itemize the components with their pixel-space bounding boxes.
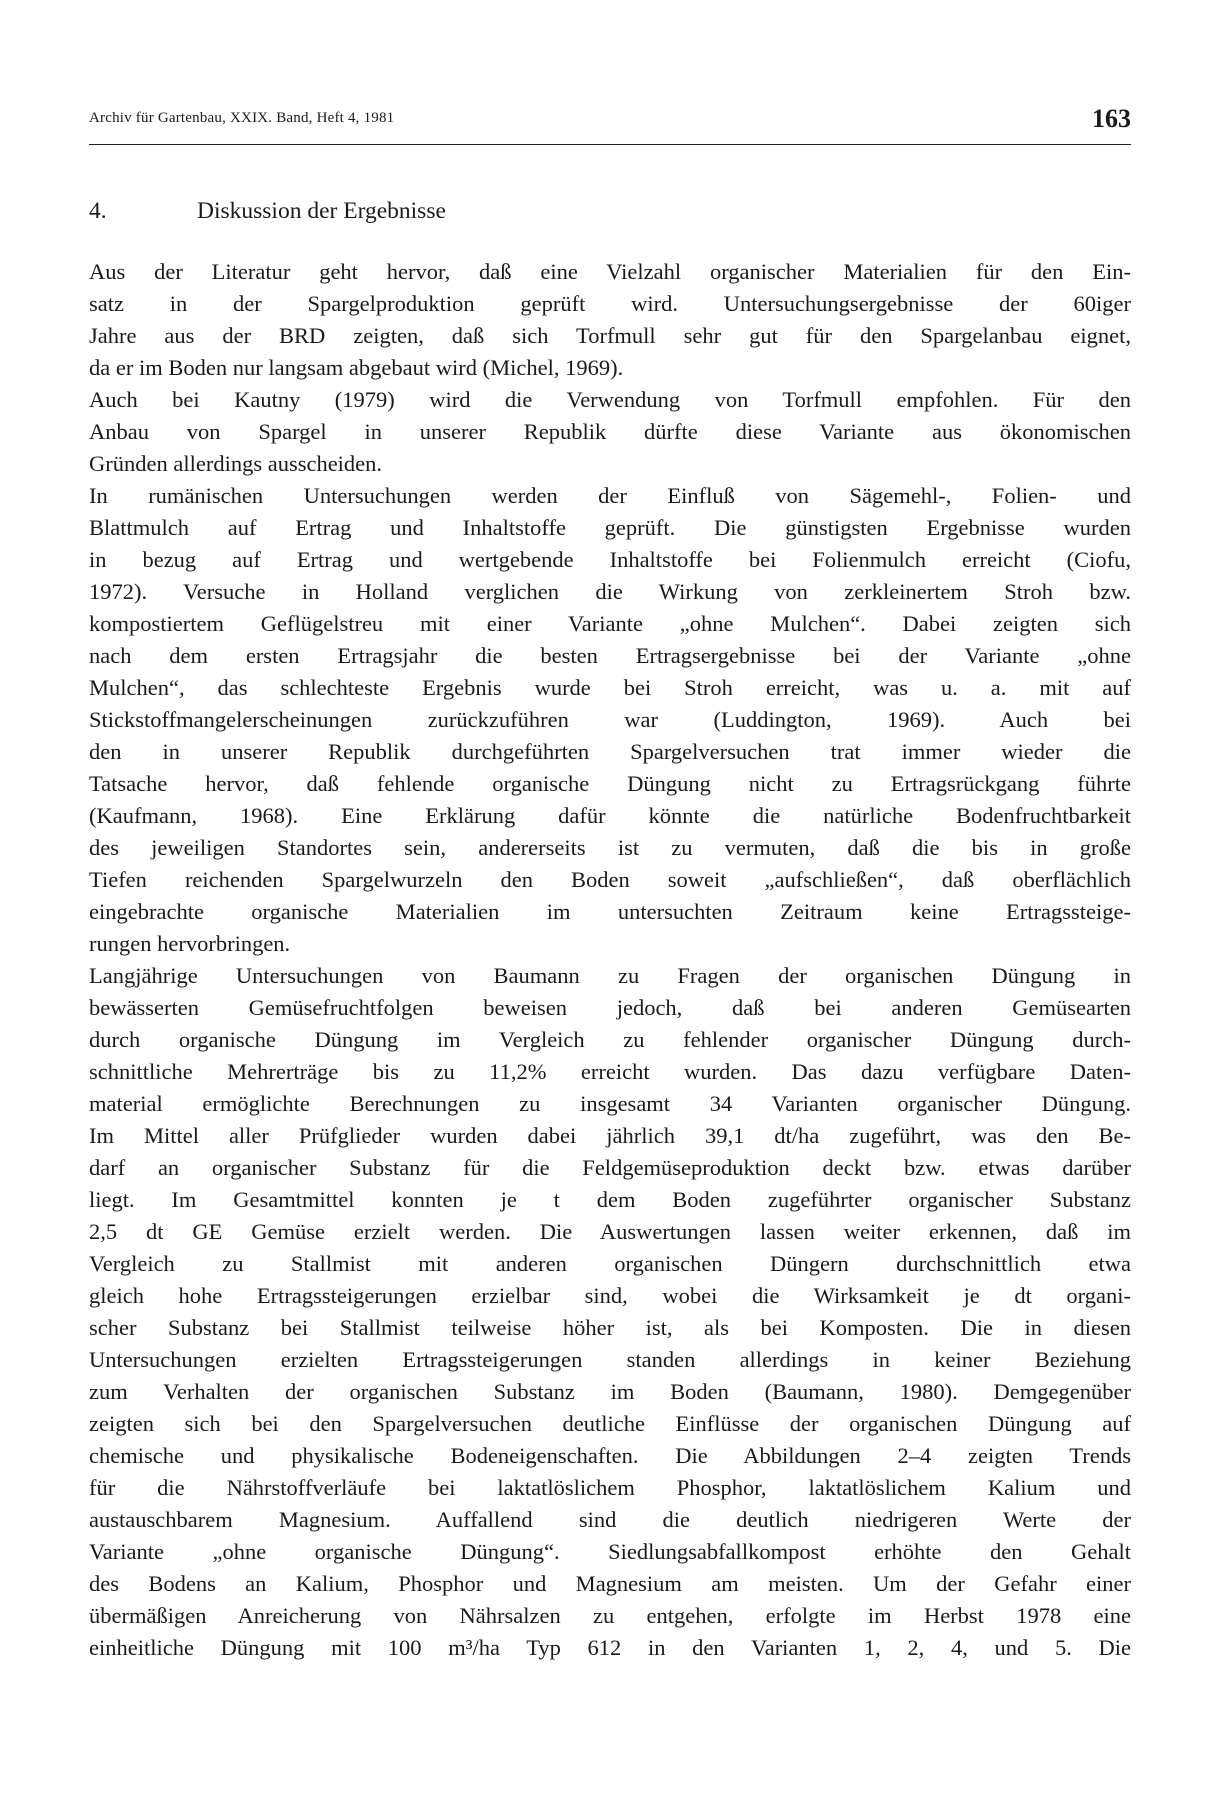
text-line: den in unserer Republik durchgeführten Spargelversuchen trat immer wieder die: [89, 739, 1131, 764]
body-text: [89, 256, 1131, 1664]
text-line: bewässerten Gemüsefruchtfolgen beweisen jedoch, daß bei anderen Gemüsearten: [89, 995, 1131, 1020]
text-line: darf an organischer Substanz für die Feldgemüseproduktion deckt bzw. etwas darüber: [89, 1155, 1131, 1180]
text-line: austauschbarem Magnesium. Auffallend sind die deutlich niedrigeren Werte der: [89, 1507, 1131, 1532]
text-line: zum Verhalten der organischen Substanz im Boden (Baumann, 1980). Demgegenüber: [89, 1379, 1131, 1404]
journal-reference: Archiv für Gartenbau, XXIX. Band, Heft 4, 1981: [89, 110, 395, 126]
text-line: Vergleich zu Stallmist mit anderen organischen Düngern durchschnittlich etwa: [89, 1251, 1131, 1276]
text-line: Variante „ohne organische Düngung“. Siedlungsabfallkompost erhöhte den Gehalt: [89, 1539, 1131, 1564]
text-line: Tiefen reichenden Spargelwurzeln den Boden soweit „aufschließen“, daß oberflächlich: [89, 867, 1131, 892]
text-line: Untersuchungen erzielten Ertragssteigerungen standen allerdings in keiner Beziehung: [89, 1347, 1131, 1372]
text-line: Im Mittel aller Prüfglieder wurden dabei jährlich 39,1 dt/ha zugeführt, was den Be-: [89, 1123, 1131, 1148]
text-line: material ermöglichte Berechnungen zu insgesamt 34 Varianten organischer Düngung.: [89, 1091, 1131, 1116]
text-line: Stickstoffmangelerscheinungen zurückzuführen war (Luddington, 1969). Auch bei: [89, 707, 1131, 732]
text-line: eingebrachte organische Materialien im untersuchten Zeitraum keine Ertragssteige-: [89, 899, 1131, 924]
text-line: scher Substanz bei Stallmist teilweise höher ist, als bei Komposten. Die in diesen: [89, 1315, 1131, 1340]
text-line: 2,5 dt GE Gemüse erzielt werden. Die Auswertungen lassen weiter erkennen, daß im: [89, 1219, 1131, 1244]
text-line: Langjährige Untersuchungen von Baumann zu Fragen der organischen Düngung in: [89, 963, 1131, 988]
running-header: [89, 106, 1131, 145]
text-line: zeigten sich bei den Spargelversuchen deutliche Einflüsse der organischen Düngung auf: [89, 1411, 1131, 1436]
text-line: Blattmulch auf Ertrag und Inhaltstoffe geprüft. Die günstigsten Ergebnisse wurden: [89, 515, 1131, 540]
text-line: für die Nährstoffverläufe bei laktatlöslichem Phosphor, laktatlöslichem Kalium und: [89, 1475, 1131, 1500]
text-line: einheitliche Düngung mit 100 m³/ha Typ 612 in den Varianten 1, 2, 4, und 5. Die: [89, 1635, 1131, 1660]
text-line: schnittliche Mehrerträge bis zu 11,2% erreicht wurden. Das dazu verfügbare Daten-: [89, 1059, 1131, 1084]
text-line: durch organische Düngung im Vergleich zu fehlender organischer Düngung durch-: [89, 1027, 1131, 1052]
text-line: rungen hervorbringen.: [89, 931, 291, 956]
text-line: liegt. Im Gesamtmittel konnten je t dem Boden zugeführter organischer Substanz: [89, 1187, 1131, 1212]
page-number: 163: [1092, 104, 1131, 133]
text-line: des jeweiligen Standortes sein, andererseits ist zu vermuten, daß die bis in große: [89, 835, 1131, 860]
text-line: übermäßigen Anreicherung von Nährsalzen zu entgehen, erfolgte im Herbst 1978 eine: [89, 1603, 1131, 1628]
text-line: Anbau von Spargel in unserer Republik dürfte diese Variante aus ökonomischen: [89, 419, 1131, 444]
text-line: des Bodens an Kalium, Phosphor und Magnesium am meisten. Um der Gefahr einer: [89, 1571, 1131, 1596]
text-line: Auch bei Kautny (1979) wird die Verwendung von Torfmull empfohlen. Für den: [89, 387, 1131, 412]
text-line: nach dem ersten Ertragsjahr die besten Ertragsergebnisse bei der Variante „ohne: [89, 643, 1131, 668]
section-heading: [89, 198, 446, 225]
text-line: Gründen allerdings ausscheiden.: [89, 451, 383, 476]
text-line: (Kaufmann, 1968). Eine Erklärung dafür könnte die natürliche Bodenfruchtbarkeit: [89, 803, 1131, 828]
section-title: Diskussion der Ergebnisse: [197, 198, 446, 224]
text-line: gleich hohe Ertragssteigerungen erzielbar sind, wobei die Wirksamkeit je dt organi-: [89, 1283, 1131, 1308]
text-line: 1972). Versuche in Holland verglichen die Wirkung von zerkleinertem Stroh bzw.: [89, 579, 1131, 604]
text-line: in bezug auf Ertrag und wertgebende Inhaltstoffe bei Folienmulch erreicht (Ciofu,: [89, 547, 1131, 572]
text-line: Jahre aus der BRD zeigten, daß sich Torfmull sehr gut für den Spargelanbau eignet,: [89, 323, 1131, 348]
text-line: satz in der Spargelproduktion geprüft wird. Untersuchungsergebnisse der 60iger: [89, 291, 1131, 316]
text-line: chemische und physikalische Bodeneigenschaften. Die Abbildungen 2–4 zeigten Trends: [89, 1443, 1131, 1468]
text-line: Aus der Literatur geht hervor, daß eine Vielzahl organischer Materialien für den Ein-: [89, 259, 1131, 284]
text-line: Mulchen“, das schlechteste Ergebnis wurde bei Stroh erreicht, was u. a. mit auf: [89, 675, 1131, 700]
text-line: kompostiertem Geflügelstreu mit einer Variante „ohne Mulchen“. Dabei zeigten sich: [89, 611, 1131, 636]
section-number: 4.: [89, 198, 107, 224]
text-line: da er im Boden nur langsam abgebaut wird (Michel, 1969).: [89, 355, 624, 380]
text-line: Tatsache hervor, daß fehlende organische Düngung nicht zu Ertragsrückgang führte: [89, 771, 1131, 796]
text-line: In rumänischen Untersuchungen werden der Einfluß von Sägemehl-, Folien- und: [89, 483, 1131, 508]
